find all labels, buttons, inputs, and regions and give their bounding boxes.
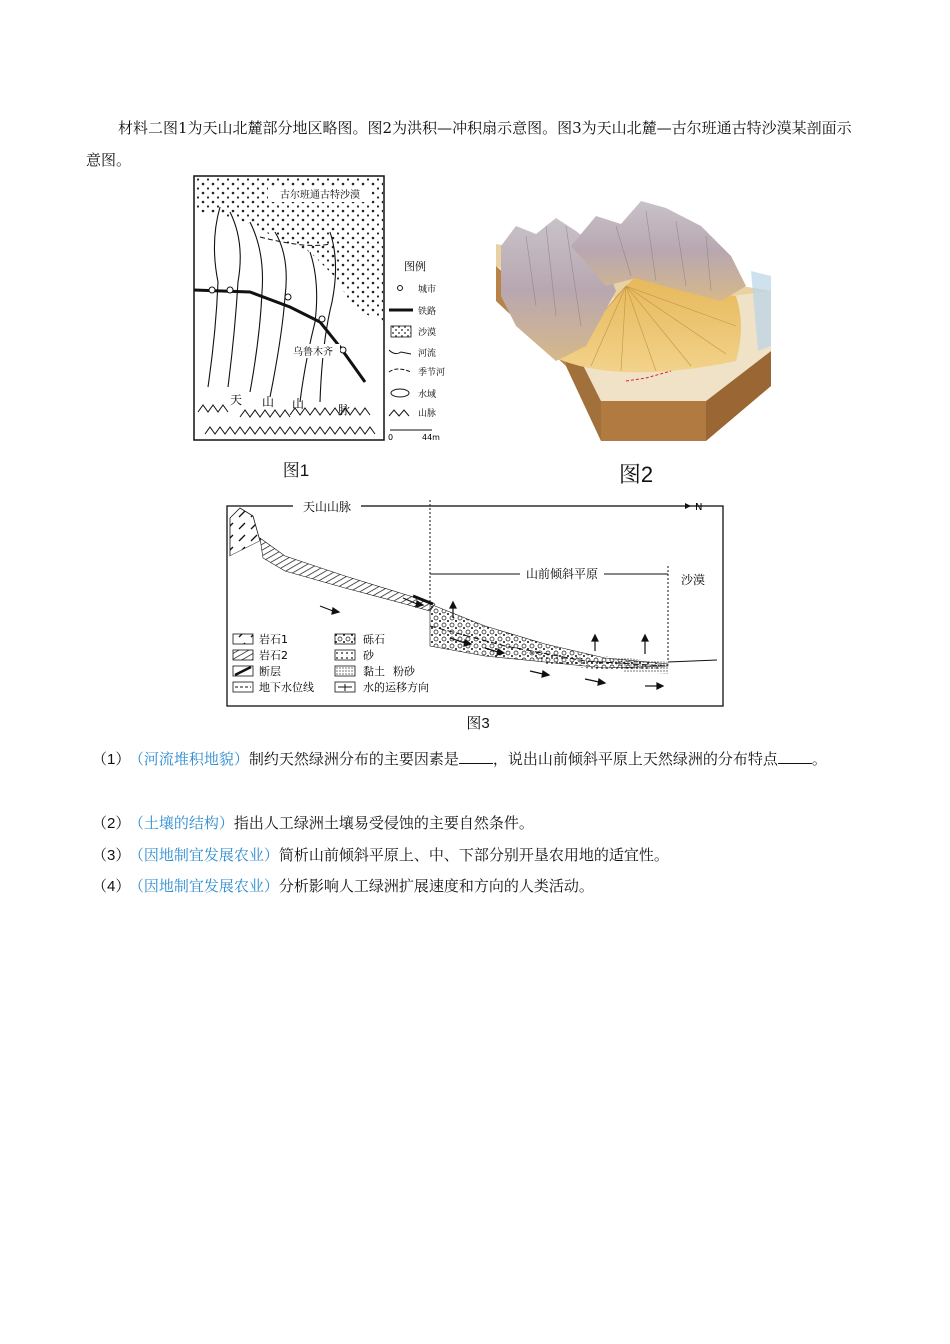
question-number: （4） [92,878,131,895]
question-1 [92,744,872,775]
city-label: 乌鲁木齐 [293,347,333,358]
mountain-char-2: 山 [262,395,275,409]
svg-text:砾石: 砾石 [363,633,385,646]
legend-title: 图例 [404,260,426,273]
question-number: （1） [92,751,131,768]
mountain-char-3: 山 [292,397,305,411]
question-text: 简析山前倾斜平原上、中、下部分别开垦农用地的适宜性。 [278,846,669,864]
legend-water [391,388,436,400]
figure1-caption: 图1 [282,461,310,480]
svg-text:断层: 断层 [259,665,281,678]
svg-text:沙漠: 沙漠 [418,328,437,338]
legend-clay-silt [335,664,416,678]
question-text: 指出人工绿洲土壤易受侵蚀的主要自然条件。 [233,814,534,832]
figure3-profile [225,496,725,712]
svg-text:黏土: 黏土 [363,665,385,678]
legend-seasonal-river [389,366,445,378]
mountain-char-1: 天 [230,393,243,407]
question-text: 制约天然绿洲分布的主要因素是 [248,750,459,768]
svg-text:地下水位线: 地下水位线 [259,681,314,694]
svg-text:铁路: 铁路 [418,307,437,317]
legend-water-direction [335,680,429,694]
legend-rock2 [233,648,288,662]
svg-text:水域: 水域 [418,390,437,400]
question-text-cont: ，说出山前倾斜平原上天然绿洲的分布特点 [492,750,778,768]
answer-blank[interactable] [778,749,812,764]
question-tag[interactable]: （因地制宜发展农业） [136,878,279,895]
figure2-alluvial-fan [496,196,776,446]
question-3 [92,840,872,871]
svg-text:岩石1: 岩石1 [259,633,288,646]
legend-sand [335,648,375,662]
question-number: （3） [92,847,131,864]
legend-groundwater [233,680,314,694]
figure3-caption: 图3 [466,715,490,732]
legend-desert [391,326,436,338]
intro-paragraph: 材料二图1为天山北麓部分地区略图。图2为洪积—冲积扇示意图。图3为天山北麓—古尔班通古特沙漠某剖面示意图。 [86,119,852,169]
question-4 [92,871,872,902]
scale-value: 44m [422,433,440,442]
question-number: （2） [92,815,131,832]
question-text: 分析影响人工绿洲扩展速度和方向的人类活动。 [278,877,594,895]
svg-text:季节河: 季节河 [418,368,446,378]
svg-text:城市: 城市 [418,285,437,295]
north-label: N [695,502,703,513]
zone-plain: 山前倾斜平原 [525,567,599,581]
svg-text:岩石2: 岩石2 [259,649,288,662]
question-tag[interactable]: （土壤的结构） [136,815,234,832]
svg-text:河流: 河流 [418,349,437,359]
legend-mountain [389,407,436,419]
answer-blank[interactable] [459,749,493,764]
zone-desert: 沙漠 [680,573,706,587]
svg-text:粉砂: 粉砂 [393,665,415,678]
desert-label: 古尔班通古特沙漠 [280,190,360,201]
svg-text:水的运移方向: 水的运移方向 [363,681,429,694]
figure2-caption: 图2 [618,462,654,487]
scale-zero: 0 [388,433,394,442]
mountain-char-4: 脉 [338,403,351,417]
question-text-end: 。 [811,750,827,768]
figure1-map [190,172,450,447]
svg-text:山脉: 山脉 [418,409,437,419]
legend-city [398,283,437,295]
zone-mountain: 天山山脉 [302,500,352,514]
question-tag[interactable]: （河流堆积地貌） [136,751,249,768]
question-tag[interactable]: （因地制宜发展农业） [136,847,279,864]
question-2 [92,808,872,839]
svg-text:砂: 砂 [363,649,374,662]
legend-rock1 [233,632,288,646]
legend-railway [389,305,436,317]
legend-river [389,347,436,359]
